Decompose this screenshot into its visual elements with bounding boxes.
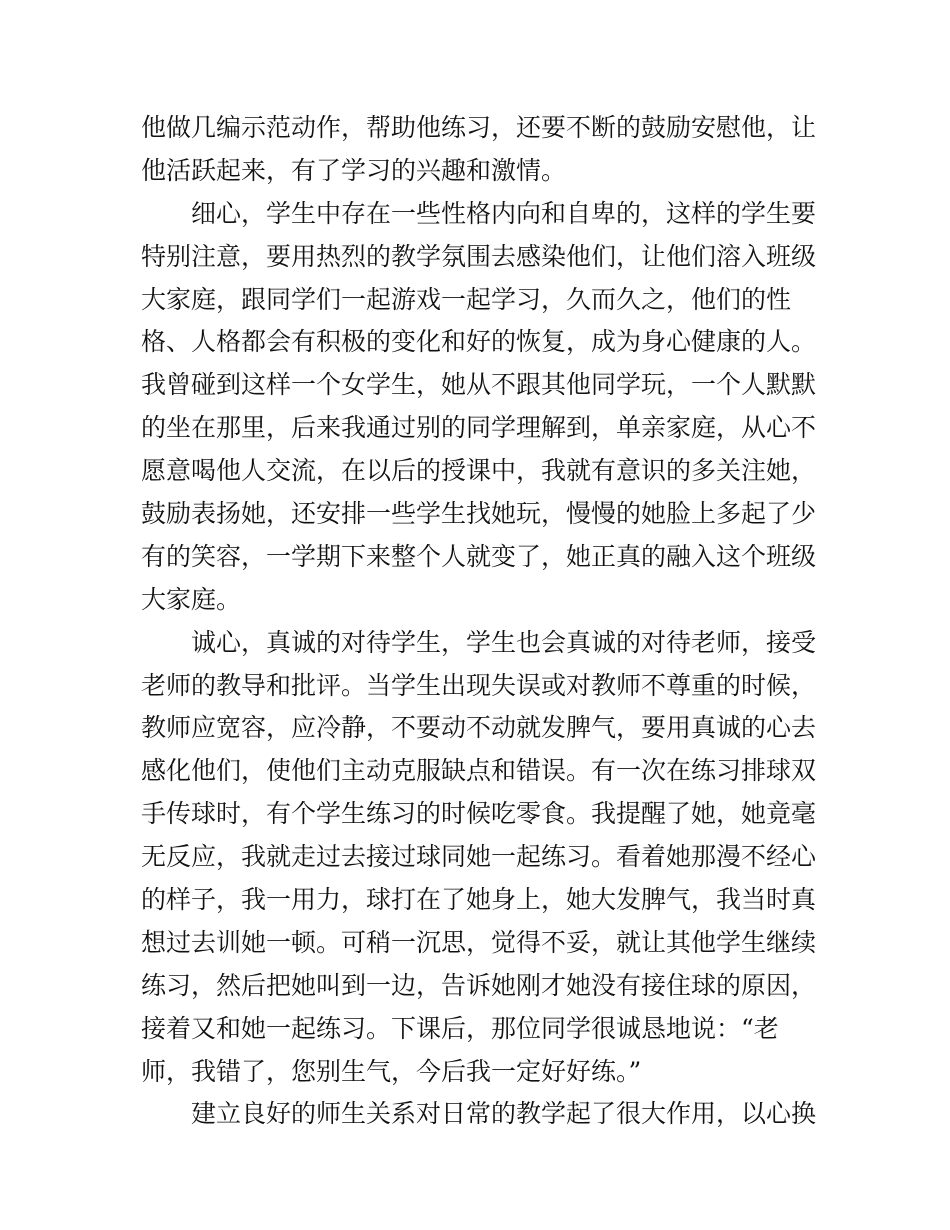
text-line: 教师应宽容，应冷静，不要动不动就发脾气，要用真诚的心去 — [141, 713, 816, 743]
text-line: 我曾碰到这样一个女学生，她从不跟其他同学玩，一个人默默 — [141, 370, 816, 400]
text-line: 大家庭。 — [141, 584, 242, 614]
text-line: 练习，然后把她叫到一边，告诉她刚才她没有接住球的原因， — [141, 970, 816, 1000]
text-line: 大家庭，跟同学们一起游戏一起学习，久而久之，他们的性 — [141, 284, 792, 314]
text-line: 鼓励表扬她，还安排一些学生找她玩，慢慢的她脸上多起了少 — [141, 499, 816, 529]
text-line: 建立良好的师生关系对日常的教学起了很大作用，以心换 — [191, 1099, 816, 1129]
text-line: 有的笑容，一学期下来整个人就变了，她正真的融入这个班级 — [141, 541, 816, 571]
text-line: 他做几编示范动作，帮助他练习，还要不断的鼓励安慰他，让 — [141, 113, 816, 142]
text-line: 想过去训她一顿。可稍一沉思，觉得不妥，就让其他学生继续 — [141, 927, 816, 957]
text-line: 手传球时，有个学生练习的时候吃零食。我提醒了她，她竟毫 — [141, 799, 816, 829]
text-line: 的样子，我一用力，球打在了她身上，她大发脾气，我当时真 — [141, 885, 816, 915]
text-line: 师，我错了，您别生气，今后我一定好好练。” — [141, 1056, 642, 1086]
text-line: 细心，学生中存在一些性格内向和自卑的，这样的学生要 — [191, 198, 816, 228]
body-text — [141, 107, 816, 1136]
text-line: 接着又和她一起练习。下课后，那位同学很诚恳地说：“老 — [141, 1013, 779, 1043]
text-line: 格、人格都会有积极的变化和好的恢复，成为身心健康的人。 — [141, 327, 816, 357]
text-line: 无反应，我就走过去接过球同她一起练习。看着她那漫不经心 — [141, 842, 816, 872]
text-line: 特别注意，要用热烈的教学氛围去感染他们，让他们溶入班级 — [141, 241, 816, 271]
text-line: 他活跃起来，有了学习的兴趣和激情。 — [141, 155, 567, 185]
text-line: 愿意喝他人交流，在以后的授课中，我就有意识的多关注她， — [141, 456, 816, 486]
text-line: 感化他们，使他们主动克服缺点和错误。有一次在练习排球双 — [141, 756, 816, 786]
text-line: 的坐在那里，后来我通过别的同学理解到，单亲家庭，从心不 — [141, 413, 816, 443]
text-line: 老师的教导和批评。当学生出现失误或对教师不尊重的时候， — [141, 670, 816, 700]
text-line: 诚心，真诚的对待学生，学生也会真诚的对待老师，接受 — [191, 627, 816, 657]
